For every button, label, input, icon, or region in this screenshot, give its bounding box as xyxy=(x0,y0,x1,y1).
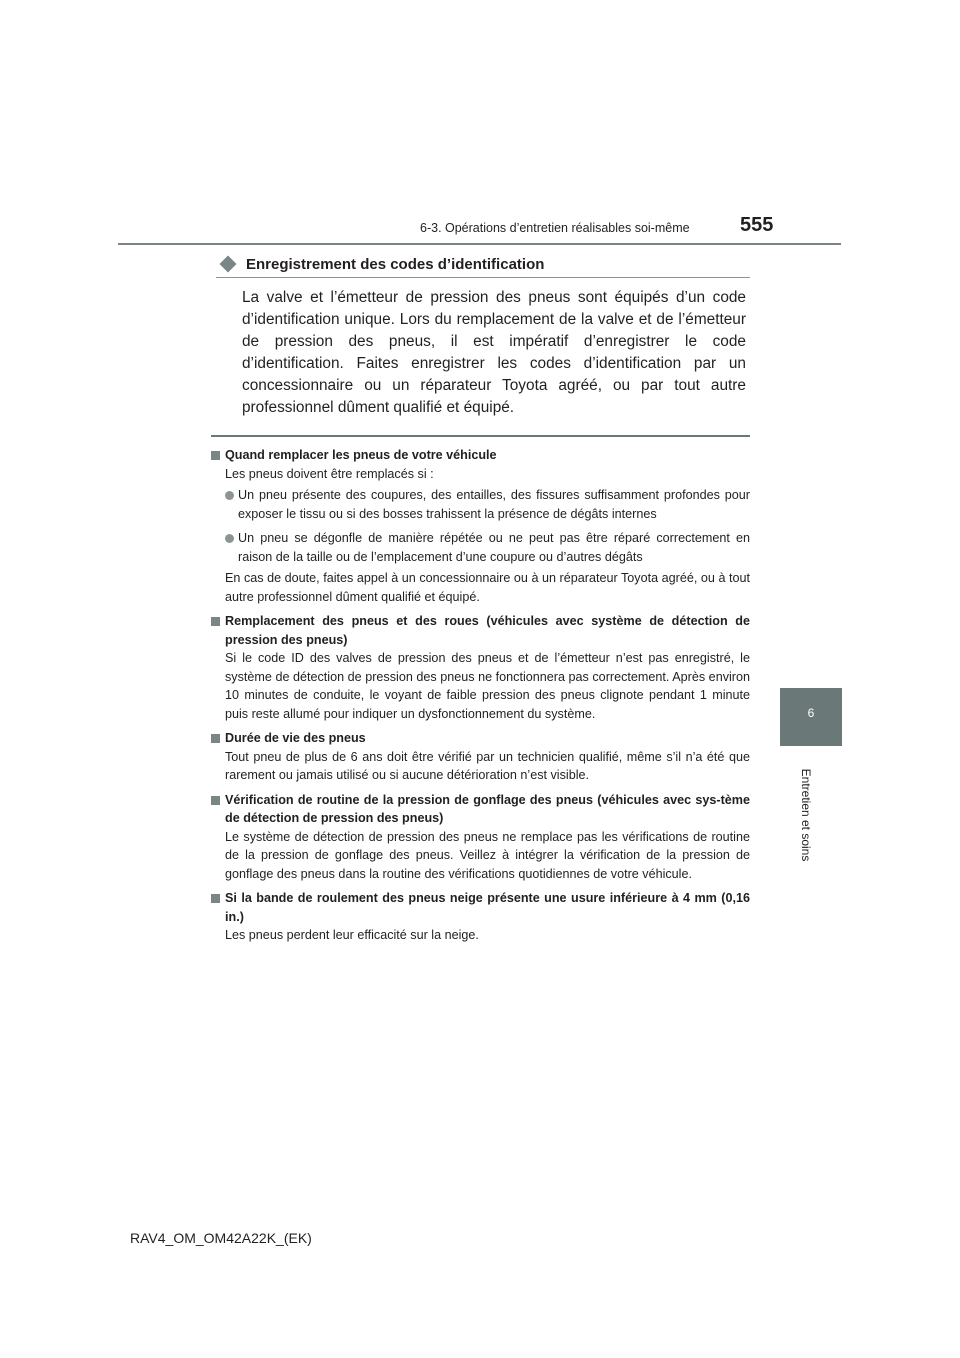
square-bullet-icon xyxy=(211,451,220,460)
info-block-tire-life xyxy=(211,729,750,785)
chapter-side-label xyxy=(756,760,856,870)
subsection-identification-codes xyxy=(216,253,750,419)
info-block-snow-tires xyxy=(211,889,750,945)
info-intro: Les pneus doivent être remplacés si : xyxy=(225,466,434,481)
circle-bullet-icon xyxy=(225,491,234,500)
list-item xyxy=(225,486,750,523)
chapter-tab-number: 6 xyxy=(807,706,815,720)
info-heading-text: Vérification de routine de la pression de gonflage des pneus (véhicules avec sys-tème de détection de pression des pneus) xyxy=(225,792,750,825)
info-heading xyxy=(211,446,750,465)
page-number: 555 xyxy=(740,214,774,236)
list-item-text: Un pneu se dégonfle de manière répétée ou ne peut pas être réparé correctement en raison de la taille ou de l’emplacement d’une coupure ou d’autres dégâts xyxy=(238,531,750,564)
header-divider xyxy=(118,243,841,245)
info-notes xyxy=(211,446,750,951)
info-divider xyxy=(211,435,750,437)
square-bullet-icon xyxy=(211,734,220,743)
info-heading-text: Durée de vie des pneus xyxy=(225,731,366,745)
diamond-icon xyxy=(220,256,237,273)
square-bullet-icon xyxy=(211,617,220,626)
chapter-side-label-text: Entretien et soins xyxy=(799,768,813,862)
info-outro: En cas de doute, faites appel à un concessionnaire ou à un réparateur Toyota agréé, ou à tout autre professionnel dûment qualifié et équipé. xyxy=(225,571,750,604)
info-heading-text: Remplacement des pneus et des roues (véhicules avec système de détection de pression des pneus) xyxy=(225,614,750,647)
chapter-tab xyxy=(780,688,842,746)
info-text: Les pneus perdent leur efficacité sur la neige. xyxy=(225,928,479,942)
info-heading xyxy=(211,729,750,748)
subsection-heading xyxy=(216,253,750,278)
info-heading xyxy=(211,612,750,649)
square-bullet-icon xyxy=(211,894,220,903)
circle-bullet-icon xyxy=(225,534,234,543)
info-text: Si le code ID des valves de pression des pneus et de l’émetteur n’est pas enregistré, le système de détection de pression des pneus ne fonctionnera pas correctement. Après environ 10 minutes de conduite, le voyant de faible pression des pneus clignote pendant 1 minute puis reste allumé pour indiquer un dysfonctionnement du système. xyxy=(225,651,750,721)
list-item xyxy=(225,529,750,566)
info-block-routine-check xyxy=(211,791,750,884)
info-block-replacement-tpms xyxy=(211,612,750,723)
footer-document-code: RAV4_OM_OM42A22K_(EK) xyxy=(130,1230,312,1246)
info-heading xyxy=(211,889,750,926)
info-heading-text: Si la bande de roulement des pneus neige présente une usure inférieure à 4 mm (0,16 in.) xyxy=(225,891,750,924)
info-text: Le système de détection de pression des pneus ne remplace pas les vérifications de routine de la pression de gonflage des pneus. Veillez à intégrer la vérification de la pression de gonflage des pneus dans la routine des vérifications quotidiennes de votre véhicule. xyxy=(225,829,750,881)
header-section-title: 6-3. Opérations d’entretien réalisables soi-même xyxy=(420,221,690,235)
info-text: Tout pneu de plus de 6 ans doit être vérifié par un technicien qualifié, même s’il n’a été que rarement ou jamais utilisé ou si aucune détérioration n’est visible. xyxy=(225,749,750,782)
list-item-text: Un pneu présente des coupures, des entailles, des fissures suffisamment profondes pour exposer le tissu ou si des bosses trahissent la présence de dégâts internes xyxy=(238,488,750,521)
info-heading xyxy=(211,791,750,828)
subsection-body: La valve et l’émetteur de pression des pneus sont équipés d’un code d’identification unique. Lors du remplacement de la valve et de l’émetteur de pression des pneus, il est impératif d’enregistrer le code d’identification. Faites enregistrer les codes d’identification par un concessionnaire ou un réparateur Toyota agréé, ou par tout autre professionnel dûment qualifié et équipé. xyxy=(242,289,746,416)
info-block-when-replace xyxy=(211,446,750,606)
subsection-title: Enregistrement des codes d’identification xyxy=(246,255,545,273)
info-heading-text: Quand remplacer les pneus de votre véhicule xyxy=(225,448,497,462)
square-bullet-icon xyxy=(211,796,220,805)
